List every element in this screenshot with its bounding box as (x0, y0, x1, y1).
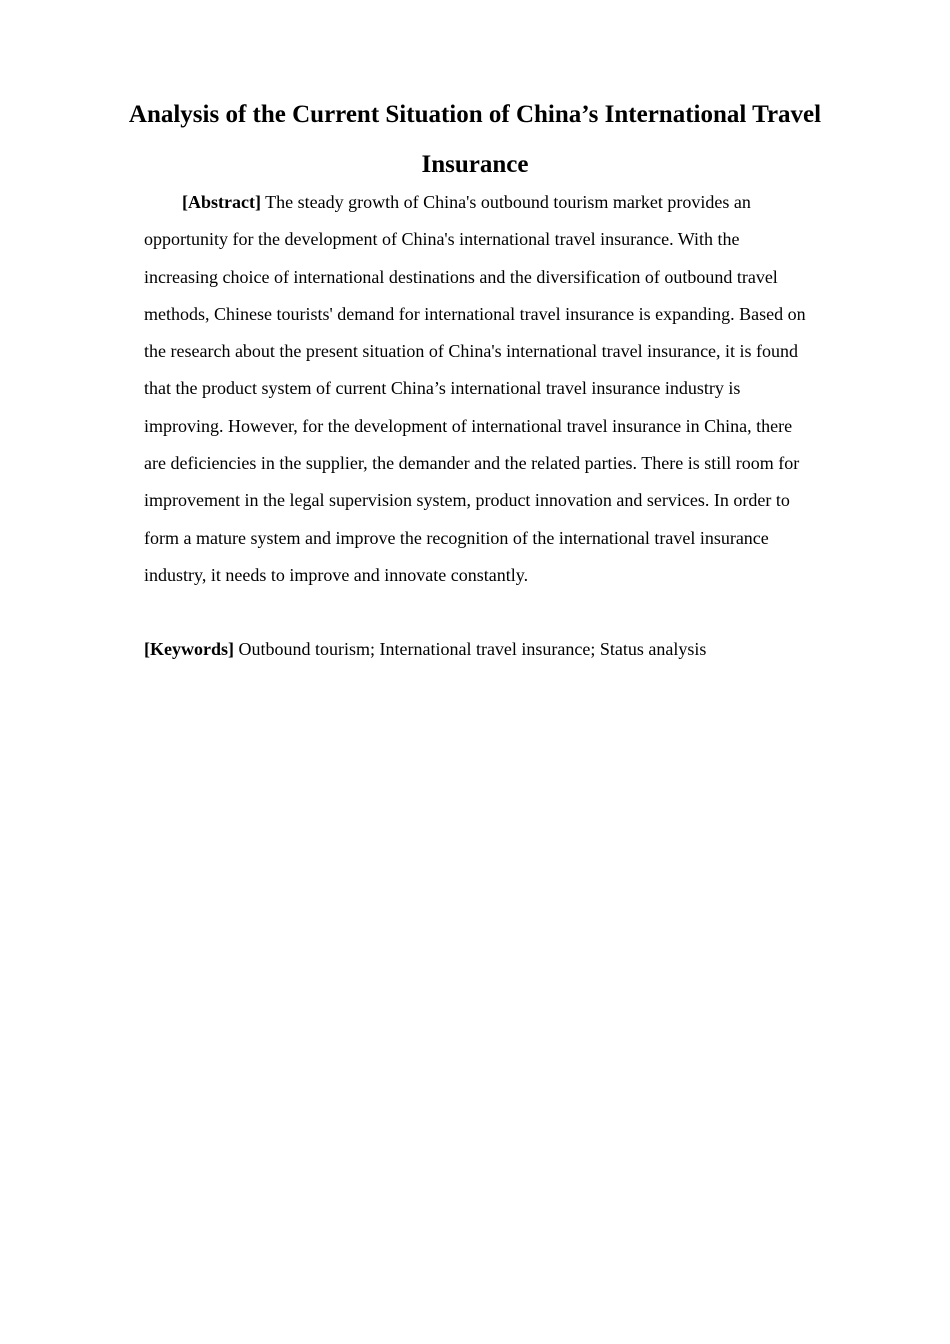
keywords-label: [Keywords] (144, 639, 234, 659)
abstract-label: [Abstract] (182, 192, 261, 212)
abstract-text: The steady growth of China's outbound tourism market provides an opportunity for the development of China's international travel insurance. With the increasing choice of international destinations and the diversification of outbound travel methods, Chinese tourists' demand for international travel insurance is expanding. Based on the research about the present situation of China's international travel insurance, it is found that the product system of current China’s international travel insurance industry is improving. However, for the development of international travel insurance in China, there are deficiencies in the supplier, the demander and the related parties. There is still room for improvement in the legal supervision system, product innovation and services. In order to form a mature system and improve the recognition of the international travel insurance industry, it needs to improve and innovate constantly. (144, 192, 806, 585)
document-title: Analysis of the Current Situation of China’s International Travel Insurance (128, 101, 822, 178)
abstract-paragraph (144, 184, 806, 594)
keywords-text: Outbound tourism; International travel insurance; Status analysis (238, 639, 707, 659)
keywords-paragraph (144, 631, 806, 668)
